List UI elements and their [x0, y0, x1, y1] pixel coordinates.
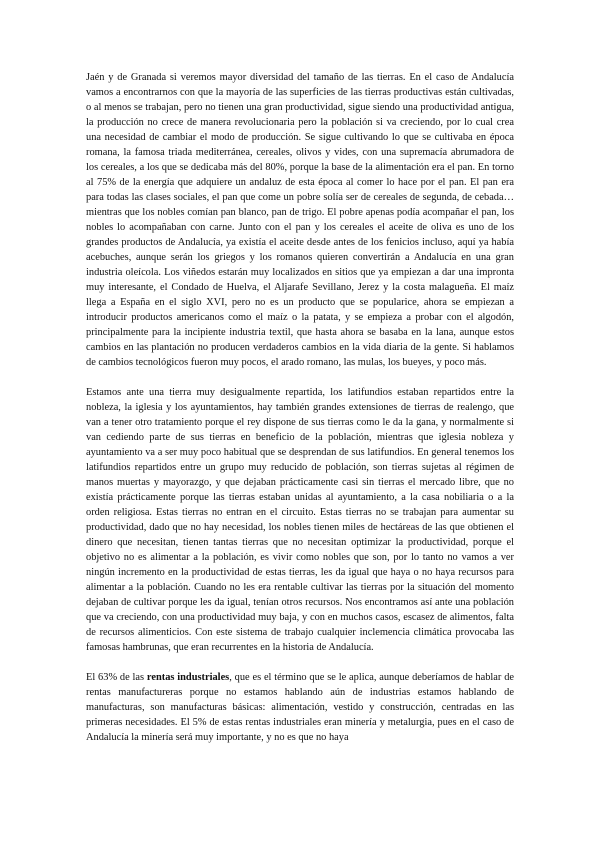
bold-term-rentas-industriales: rentas industriales — [146, 672, 230, 683]
paragraph-latifundios: Estamos ante una tierra muy desigualmente repartida, los latifundios estaban repartidos entre la nobleza, la iglesia y los ayuntamientos, hay también grandes extensiones de tierras de realengo, que van a tener otro tratamiento porque el rey dispone de sus tierras como le da la gana, y normalmente si van cediendo parte de sus tierras en beneficio de la población, mientras que iglesia nobleza y ayuntamiento va a ser muy poco habitual que se desprendan de sus latifundios. En general tenemos los latifundios repartidos entre un grupo muy reducido de población, son tierras sujetas al régimen de manos muertas y mayorazgo, y que dejaban prácticamente casi sin tierras el mercado libre, que no existía prácticamente porque las tierras estaban unidas al ayuntamiento, a la casa nobiliaria o a la orden religiosa. Estas tierras no entran en el circuito. Estas tierras no se trabajan para aumentar su productividad, dado que no hay necesidad, los nobles tienen miles de hectáreas de las que obtienen el dinero que necesitan, tienen tantas tierras que no necesitan optimizar la productividad, porque el objetivo no es alimentar a la población, es vivir como nobles que son, por lo tanto no vamos a ver ningún incremento en la productividad de estas tierras, les da igual que haya o no haya recursos para alimentar a la población. Cuando no les era rentable cultivar las tierras por la situación del momento dejaban de cultivar porque les da igual, tenían otros recursos. Nos encontramos así ante una población que va creciendo, con una productividad muy baja, y con en muchos casos, escasez de alimentos, falta de recursos alimenticios. Con este sistema de trabajo cualquier inclemencia climática provocaba las famosas hambrunas, que eran recurrentes en la historia de Andalucía. — [86, 387, 514, 653]
paragraph-text-before: El 63% de las — [86, 672, 147, 683]
document-body — [86, 70, 514, 745]
paragraph-text-after: , que es el término que se le aplica, aunque deberíamos de hablar de rentas manufactureras porque no estamos hablando aún de industrias estamos hablando de manufacturas, son manufacturas básicas: alimentación, vestido y construcción, centradas en las primeras necesidades. El 5% de estas rentas industriales eran minería y metalurgia, pues en el caso de Andalucía la minería será muy importante, y no es que no haya — [86, 672, 514, 743]
paragraph-rentas-industriales — [86, 670, 514, 745]
paragraph-agriculture: Jaén y de Granada si veremos mayor diversidad del tamaño de las tierras. En el caso de Andalucía vamos a encontrarnos con que la mayoría de las superficies de las tierras productivas están cultivadas, o al menos se trabajan, pero no tienen una gran productividad, sigue siendo una productividad antigua, la producción no crece de manera revolucionaria pero la población si va creciendo, por lo cual crea una necesidad de cambiar el modo de producción. Se sigue cultivando lo que se cultivaba en época romana, la famosa triada mediterránea, cereales, olivos y vides, con una supremacía abrumadora de los cereales, a los que se dedicaba más del 80%, porque la base de la alimentación era el pan. En torno al 75% de la energía que adquiere un andaluz de esta época al comer lo hace por el pan. El pan era para todas las clases sociales, el pan que come un pobre solía ser de cereales de segunda, de cebada… mientras que los nobles comían pan blanco, pan de trigo. El pobre apenas podía acompañar el pan, los nobles lo acompañaban con carne. Junto con el pan y los cereales el aceite de oliva es uno de los grandes productos de Andalucía, ya existía el aceite desde antes de los fenicios incluso, aquí ya había acebuches, aunque serán los griegos y los romanos quieren convertirán a Andalucía en una gran industria oleícola. Los viñedos estarán muy localizados en sitios que ya empiezan a dar una impronta muy interesante, el Condado de Huelva, el Aljarafe Sevillano, Jerez y la costa malagueña. El maíz llega a España en el siglo XVI, pero no es un producto que se popularice, ahora se empiezan a introducir productos americanos como el maíz o la patata, y se empieza a probar con el algodón, principalmente para la incipiente industria textil, que hasta ahora se basaba en la lana, aunque estos cambios en las plantación no producen verdaderos cambios en la vida diaria de la gente. Si hablamos de cambios tecnológicos fueron muy pocos, el arado romano, las mulas, los bueyes, y poco más. — [86, 72, 514, 368]
